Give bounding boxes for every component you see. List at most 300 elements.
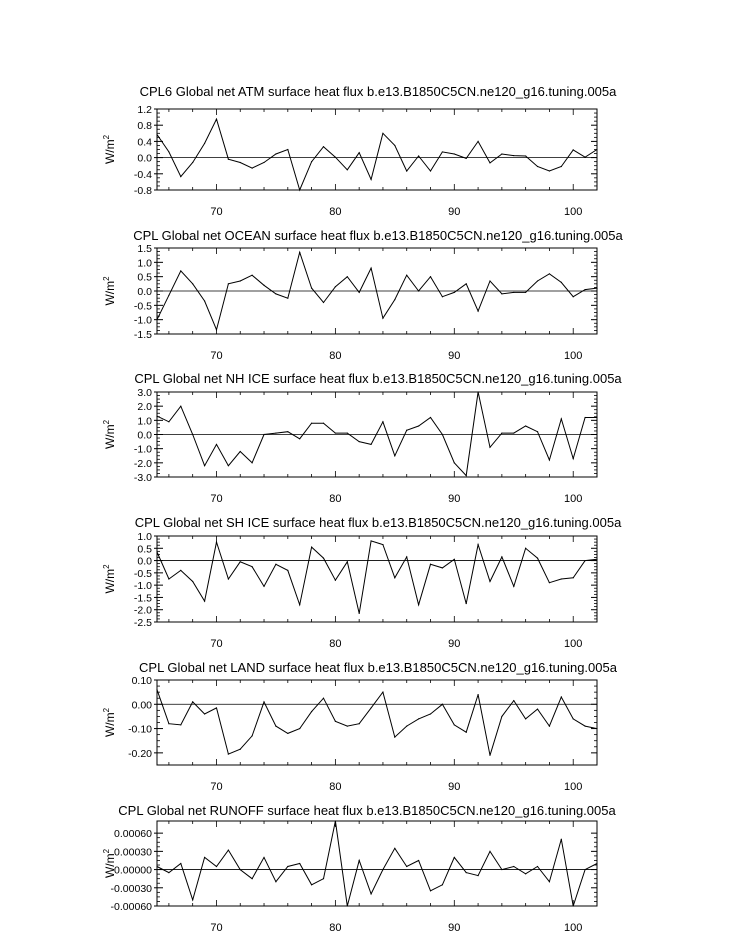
y-axis-label-superscript: 2: [102, 419, 111, 425]
data-point: [347, 276, 348, 277]
data-point: [370, 893, 371, 894]
y-axis-label-superscript: 2: [102, 134, 111, 140]
data-point: [299, 438, 300, 439]
data-point: [180, 406, 181, 407]
data-point: [406, 866, 407, 867]
data-point: [418, 860, 419, 861]
data-point: [477, 875, 478, 876]
data-point: [466, 158, 467, 159]
y-tick-label: 0.0: [137, 152, 152, 165]
data-point: [252, 566, 253, 567]
y-tick-label: -3.0: [133, 472, 152, 484]
chart-title: CPL Global net NH ICE surface heat flux b.e13.B1850C5CN.ne120_g16.tuning.005a: [134, 371, 622, 386]
data-point: [275, 293, 276, 294]
data-point: [537, 166, 538, 167]
data-point: [347, 432, 348, 433]
x-tick-label: 70: [210, 638, 223, 650]
data-point: [430, 890, 431, 891]
y-tick-label: -0.20: [128, 747, 152, 760]
x-tick-label: 80: [329, 781, 342, 793]
data-point: [240, 162, 241, 163]
data-point: [240, 280, 241, 281]
data-point: [525, 548, 526, 549]
x-tick-label: 100: [564, 206, 583, 218]
data-point: [573, 718, 574, 719]
y-axis-label: [102, 564, 117, 594]
data-point: [442, 884, 443, 885]
y-tick-label: -0.00060: [110, 901, 152, 913]
data-point: [466, 283, 467, 284]
chart-title: CPL6 Global net ATM surface heat flux b.e13.B1850C5CN.ne120_g16.tuning.005a: [139, 84, 617, 99]
data-point: [359, 152, 360, 153]
data-point: [466, 732, 467, 733]
data-point: [394, 736, 395, 737]
data-point: [454, 857, 455, 858]
data-point: [192, 899, 193, 900]
data-point: [430, 417, 431, 418]
y-axis-label: [102, 419, 117, 449]
chart-panel-3: [102, 371, 622, 505]
data-point: [311, 423, 312, 424]
data-point: [156, 689, 157, 690]
data-point: [156, 551, 157, 552]
data-point: [370, 540, 371, 541]
y-tick-label: -0.8: [133, 185, 152, 197]
data-point: [228, 283, 229, 284]
data-point: [382, 133, 383, 134]
y-tick-label: -2.0: [133, 457, 152, 470]
data-point: [561, 166, 562, 167]
data-point: [537, 558, 538, 559]
data-point: [501, 556, 502, 557]
data-point: [406, 430, 407, 431]
data-point: [240, 451, 241, 452]
data-point: [430, 170, 431, 171]
data-point: [406, 556, 407, 557]
data-point: [418, 425, 419, 426]
y-tick-label: 2.0: [137, 401, 152, 414]
data-point: [216, 542, 217, 543]
data-point: [537, 866, 538, 867]
y-tick-label: -2.0: [133, 604, 152, 617]
data-point: [418, 718, 419, 719]
data-point: [240, 561, 241, 562]
data-point: [394, 577, 395, 578]
data-point: [180, 176, 181, 177]
data-point: [442, 567, 443, 568]
y-tick-label: -1.5: [133, 592, 152, 605]
data-point: [573, 296, 574, 297]
data-point: [216, 707, 217, 708]
x-tick-label: 90: [448, 493, 461, 505]
data-point: [287, 298, 288, 299]
x-tick-label: 90: [448, 922, 461, 934]
data-point: [168, 151, 169, 152]
series-line: [157, 119, 597, 190]
data-point: [323, 558, 324, 559]
data-point: [561, 696, 562, 697]
y-axis-label-text: W/m: [103, 568, 117, 594]
x-tick-label: 100: [564, 781, 583, 793]
data-point: [549, 726, 550, 727]
data-point: [204, 713, 205, 714]
data-point: [192, 701, 193, 702]
chart-title: CPL Global net SH ICE surface heat flux b.e13.B1850C5CN.ne120_g16.tuning.005a: [134, 515, 622, 530]
y-tick-label: 0.00060: [114, 828, 152, 841]
data-point: [204, 465, 205, 466]
data-point: [204, 601, 205, 602]
data-point: [430, 276, 431, 277]
data-point: [477, 391, 478, 392]
series-line: [157, 541, 597, 614]
data-point: [394, 145, 395, 146]
data-point: [466, 872, 467, 873]
data-point: [252, 462, 253, 463]
data-point: [596, 559, 597, 560]
y-tick-label: -1.0: [133, 580, 152, 593]
data-point: [323, 302, 324, 303]
data-point: [466, 603, 467, 604]
data-point: [156, 415, 157, 416]
data-point: [406, 170, 407, 171]
data-point: [299, 604, 300, 605]
x-tick-label: 100: [564, 493, 583, 505]
data-point: [335, 580, 336, 581]
y-axis-label: [102, 276, 117, 306]
data-point: [525, 155, 526, 156]
y-tick-label: -0.4: [133, 168, 152, 181]
x-tick-label: 80: [329, 493, 342, 505]
data-point: [311, 288, 312, 289]
data-point: [477, 544, 478, 545]
data-point: [228, 850, 229, 851]
data-point: [299, 863, 300, 864]
y-tick-label: 0.0: [137, 286, 152, 298]
chart-panel-2: [102, 228, 624, 362]
data-point: [263, 857, 264, 858]
data-point: [204, 300, 205, 301]
y-tick-label: 0.8: [137, 120, 152, 133]
data-point: [180, 570, 181, 571]
data-point: [275, 726, 276, 727]
y-tick-label: 0.5: [137, 543, 152, 556]
data-point: [156, 319, 157, 320]
y-tick-label: -0.5: [133, 300, 152, 313]
data-point: [180, 724, 181, 725]
y-tick-label: 1.0: [137, 415, 152, 428]
data-point: [263, 701, 264, 702]
x-tick-label: 70: [210, 922, 223, 934]
y-axis-label-superscript: 2: [102, 276, 111, 281]
plot-frame: [157, 821, 597, 906]
y-tick-label: -2.5: [133, 617, 152, 629]
plot-frame: [157, 536, 597, 622]
x-tick-label: 80: [329, 922, 342, 934]
x-tick-label: 70: [210, 350, 223, 362]
data-point: [192, 581, 193, 582]
data-point: [573, 577, 574, 578]
data-point: [216, 444, 217, 445]
x-tick-label: 70: [210, 781, 223, 793]
data-point: [406, 726, 407, 727]
y-axis-label-text: W/m: [103, 139, 117, 165]
data-point: [335, 820, 336, 821]
data-point: [525, 292, 526, 293]
x-tick-label: 80: [329, 350, 342, 362]
y-axis-label: [102, 134, 117, 164]
plot-frame: [157, 680, 597, 765]
data-point: [252, 168, 253, 169]
data-point: [418, 604, 419, 605]
y-tick-label: 0.00030: [114, 846, 152, 859]
data-point: [228, 465, 229, 466]
data-point: [359, 860, 360, 861]
y-axis-label-text: W/m: [103, 280, 117, 306]
x-tick-label: 80: [329, 638, 342, 650]
data-point: [382, 869, 383, 870]
y-axis-label-superscript: 2: [102, 848, 111, 854]
data-point: [323, 146, 324, 147]
data-point: [454, 724, 455, 725]
data-point: [168, 723, 169, 724]
data-point: [596, 417, 597, 418]
data-point: [347, 169, 348, 170]
data-point: [394, 299, 395, 300]
x-tick-label: 100: [564, 350, 583, 362]
data-point: [240, 869, 241, 870]
y-tick-label: 0.0: [137, 429, 152, 442]
y-tick-label: -0.10: [128, 723, 152, 736]
y-tick-label: -1.5: [133, 329, 152, 341]
series-line: [157, 392, 597, 476]
data-point: [311, 884, 312, 885]
data-point: [275, 153, 276, 154]
data-point: [406, 275, 407, 276]
data-point: [477, 141, 478, 142]
data-point: [359, 723, 360, 724]
data-point: [573, 905, 574, 906]
data-point: [489, 280, 490, 281]
y-axis-label-superscript: 2: [102, 564, 111, 569]
data-point: [335, 721, 336, 722]
data-point: [263, 162, 264, 163]
data-point: [549, 273, 550, 274]
data-point: [335, 157, 336, 158]
data-point: [382, 544, 383, 545]
data-point: [311, 711, 312, 712]
data-point: [489, 162, 490, 163]
data-point: [573, 149, 574, 150]
data-point: [596, 149, 597, 150]
x-tick-label: 90: [448, 638, 461, 650]
data-point: [299, 728, 300, 729]
data-point: [513, 292, 514, 293]
data-point: [287, 866, 288, 867]
data-point: [466, 475, 467, 476]
data-point: [263, 285, 264, 286]
data-point: [596, 288, 597, 289]
data-point: [370, 444, 371, 445]
y-tick-label: -1.0: [133, 443, 152, 456]
data-point: [513, 866, 514, 867]
y-tick-label: -1.0: [133, 314, 152, 327]
y-tick-label: 1.0: [137, 257, 152, 270]
data-point: [549, 582, 550, 583]
data-point: [549, 459, 550, 460]
data-point: [252, 878, 253, 879]
data-point: [370, 267, 371, 268]
data-point: [192, 283, 193, 284]
data-point: [263, 434, 264, 435]
data-point: [394, 848, 395, 849]
data-point: [585, 869, 586, 870]
data-point: [252, 275, 253, 276]
y-tick-label: 1.0: [137, 531, 152, 543]
data-point: [299, 189, 300, 190]
data-point: [359, 441, 360, 442]
y-tick-label: 0.10: [131, 675, 152, 687]
data-point: [359, 613, 360, 614]
y-axis-label: [102, 707, 117, 737]
data-point: [275, 564, 276, 565]
data-point: [596, 728, 597, 729]
data-point: [513, 155, 514, 156]
y-tick-label: 0.0: [137, 555, 152, 568]
data-point: [454, 559, 455, 560]
data-point: [585, 560, 586, 561]
x-tick-label: 90: [448, 350, 461, 362]
data-point: [323, 698, 324, 699]
chart-title: CPL Global net LAND surface heat flux b.e13.B1850C5CN.ne120_g16.tuning.005a: [139, 660, 617, 675]
data-point: [525, 425, 526, 426]
plot-frame: [157, 109, 597, 190]
x-tick-label: 90: [448, 781, 461, 793]
data-point: [561, 839, 562, 840]
data-point: [287, 733, 288, 734]
data-point: [216, 866, 217, 867]
data-point: [382, 692, 383, 693]
y-axis-label-text: W/m: [103, 712, 117, 738]
x-tick-label: 80: [329, 206, 342, 218]
data-point: [489, 755, 490, 756]
data-point: [370, 707, 371, 708]
data-point: [335, 286, 336, 287]
data-point: [454, 153, 455, 154]
series-line: [157, 690, 597, 756]
data-point: [596, 863, 597, 864]
data-point: [477, 310, 478, 311]
data-point: [525, 718, 526, 719]
data-point: [489, 581, 490, 582]
data-point: [489, 447, 490, 448]
data-point: [513, 586, 514, 587]
data-point: [454, 292, 455, 293]
chart-title: CPL Global net RUNOFF surface heat flux b.e13.B1850C5CN.ne120_g16.tuning.005a: [118, 803, 616, 818]
series-line: [157, 821, 597, 906]
data-point: [180, 863, 181, 864]
data-point: [549, 881, 550, 882]
data-point: [561, 578, 562, 579]
data-point: [275, 432, 276, 433]
data-point: [347, 561, 348, 562]
data-point: [347, 726, 348, 727]
x-tick-label: 70: [210, 493, 223, 505]
data-point: [537, 431, 538, 432]
data-point: [537, 280, 538, 281]
data-point: [418, 155, 419, 156]
data-point: [263, 586, 264, 587]
data-point: [168, 578, 169, 579]
x-tick-label: 90: [448, 206, 461, 218]
data-point: [311, 161, 312, 162]
x-tick-label: 100: [564, 922, 583, 934]
data-point: [156, 866, 157, 867]
data-point: [501, 432, 502, 433]
chart-panel-5: [102, 660, 618, 793]
data-point: [561, 282, 562, 283]
data-point: [156, 134, 157, 135]
y-tick-label: -0.00030: [110, 882, 152, 895]
data-point: [275, 881, 276, 882]
data-point: [454, 462, 455, 463]
data-point: [501, 153, 502, 154]
chart-panel-4: [102, 515, 622, 650]
data-point: [192, 162, 193, 163]
data-point: [513, 700, 514, 701]
data-point: [168, 421, 169, 422]
data-point: [311, 546, 312, 547]
data-point: [442, 151, 443, 152]
data-point: [192, 434, 193, 435]
y-tick-label: 1.2: [137, 104, 152, 116]
data-point: [501, 293, 502, 294]
data-point: [430, 564, 431, 565]
data-point: [573, 458, 574, 459]
data-point: [323, 423, 324, 424]
data-point: [418, 290, 419, 291]
data-point: [442, 296, 443, 297]
y-axis-label-text: W/m: [103, 424, 117, 450]
data-point: [228, 159, 229, 160]
data-point: [168, 872, 169, 873]
chart-panel-1: [102, 84, 617, 218]
data-point: [287, 149, 288, 150]
data-point: [585, 289, 586, 290]
data-point: [204, 143, 205, 144]
data-point: [240, 749, 241, 750]
data-point: [561, 418, 562, 419]
data-point: [335, 432, 336, 433]
data-point: [525, 873, 526, 874]
data-point: [347, 905, 348, 906]
y-tick-label: 0.5: [137, 271, 152, 284]
data-point: [501, 869, 502, 870]
x-tick-label: 100: [564, 638, 583, 650]
data-point: [394, 455, 395, 456]
data-point: [180, 270, 181, 271]
data-point: [585, 417, 586, 418]
data-point: [168, 295, 169, 296]
data-point: [216, 329, 217, 330]
data-point: [513, 432, 514, 433]
data-point: [585, 157, 586, 158]
data-point: [299, 252, 300, 253]
data-point: [489, 851, 490, 852]
data-point: [537, 709, 538, 710]
y-tick-label: 0.4: [137, 136, 152, 149]
chart-title: CPL Global net OCEAN surface heat flux b.e13.B1850C5CN.ne120_g16.tuning.005a: [133, 228, 623, 243]
y-tick-label: 3.0: [137, 387, 152, 399]
